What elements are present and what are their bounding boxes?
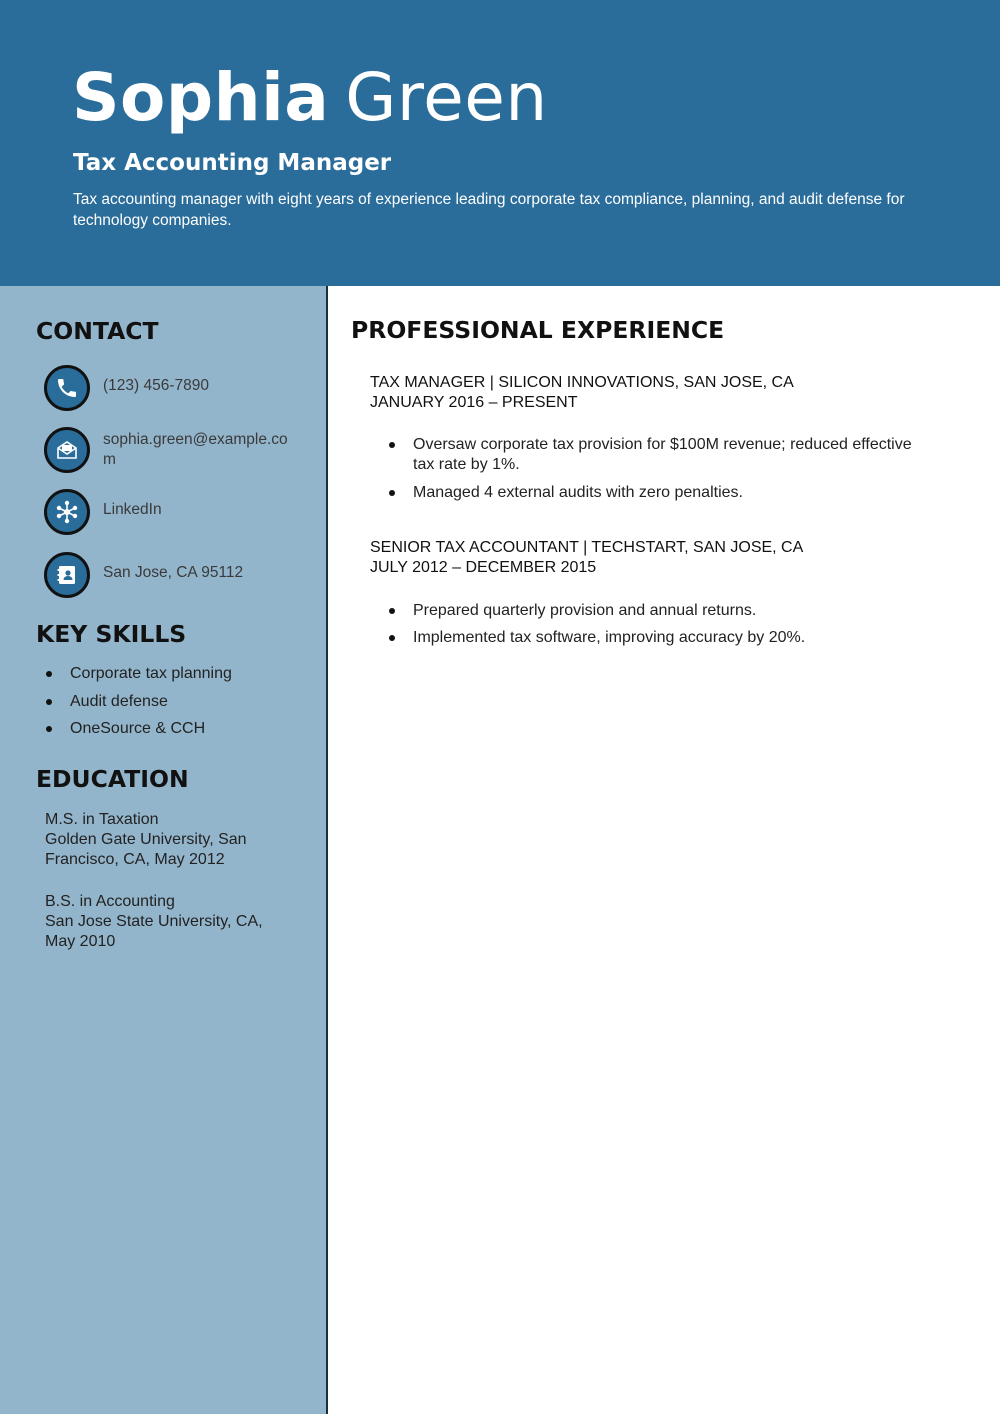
list-item: OneSource & CCH bbox=[44, 719, 232, 739]
envelope-icon bbox=[44, 427, 90, 473]
first-name: Sophia bbox=[72, 59, 330, 136]
contact-email bbox=[44, 427, 304, 475]
contact-phone bbox=[44, 365, 304, 413]
job-bullets bbox=[387, 435, 932, 503]
phone-text[interactable]: (123) 456-7890 bbox=[103, 377, 209, 394]
job-title-line: SENIOR TAX ACCOUNTANT | TECHSTART, SAN JOSE, CA bbox=[370, 539, 804, 556]
bullet-icon bbox=[389, 635, 395, 641]
sidebar bbox=[0, 286, 328, 1414]
list-item: Implemented tax software, improving accuracy by 20%. bbox=[387, 628, 932, 648]
bullet-icon bbox=[46, 671, 52, 677]
education-entry bbox=[45, 810, 285, 870]
school-details: Golden Gate University, San Francisco, CA, May 2012 bbox=[45, 831, 247, 868]
linkedin-link[interactable]: LinkedIn bbox=[103, 501, 162, 518]
bullet-icon bbox=[46, 699, 52, 705]
profile-summary: Tax accounting manager with eight years of experience leading corporate tax compliance, planning, and audit defense for technology companies. bbox=[73, 191, 905, 229]
bullet-icon bbox=[46, 726, 52, 732]
contact-linkedin bbox=[44, 489, 304, 537]
skills-list bbox=[44, 664, 232, 747]
list-item: Managed 4 external audits with zero penalties. bbox=[387, 483, 932, 503]
candidate-name bbox=[72, 58, 548, 138]
address-book-icon bbox=[44, 552, 90, 598]
key-skills-heading: KEY SKILLS bbox=[36, 620, 187, 648]
degree: M.S. in Taxation bbox=[45, 811, 159, 828]
email-text[interactable]: sophia.green@example.com bbox=[103, 431, 288, 468]
education-entry bbox=[45, 892, 285, 952]
bullet-icon bbox=[389, 490, 395, 496]
header-banner bbox=[0, 0, 1000, 286]
last-name: Green bbox=[345, 59, 548, 136]
education-heading: EDUCATION bbox=[36, 765, 189, 793]
school-details: San Jose State University, CA, May 2010 bbox=[45, 913, 263, 950]
bullet-icon bbox=[389, 608, 395, 614]
job-dates: JULY 2012 – DECEMBER 2015 bbox=[370, 559, 597, 576]
bullet-icon bbox=[389, 442, 395, 448]
address-text: San Jose, CA 95112 bbox=[103, 564, 244, 581]
network-icon bbox=[44, 489, 90, 535]
experience-heading: PROFESSIONAL EXPERIENCE bbox=[351, 316, 725, 344]
degree: B.S. in Accounting bbox=[45, 893, 175, 910]
list-item: Oversaw corporate tax provision for $100M revenue; reduced effective tax rate by 1%. bbox=[387, 435, 932, 475]
job-bullets bbox=[387, 601, 932, 648]
job-title-line: TAX MANAGER | SILICON INNOVATIONS, SAN JOSE, CA bbox=[370, 374, 794, 391]
job-dates: JANUARY 2016 – PRESENT bbox=[370, 394, 578, 411]
list-item: Prepared quarterly provision and annual returns. bbox=[387, 601, 932, 621]
list-item: Corporate tax planning bbox=[44, 664, 232, 684]
list-item: Audit defense bbox=[44, 692, 232, 712]
contact-heading: CONTACT bbox=[36, 317, 159, 345]
job-title: Tax Accounting Manager bbox=[73, 150, 392, 176]
contact-address bbox=[44, 552, 304, 600]
phone-icon bbox=[44, 365, 90, 411]
job-entry bbox=[370, 373, 940, 501]
job-entry bbox=[370, 538, 940, 646]
